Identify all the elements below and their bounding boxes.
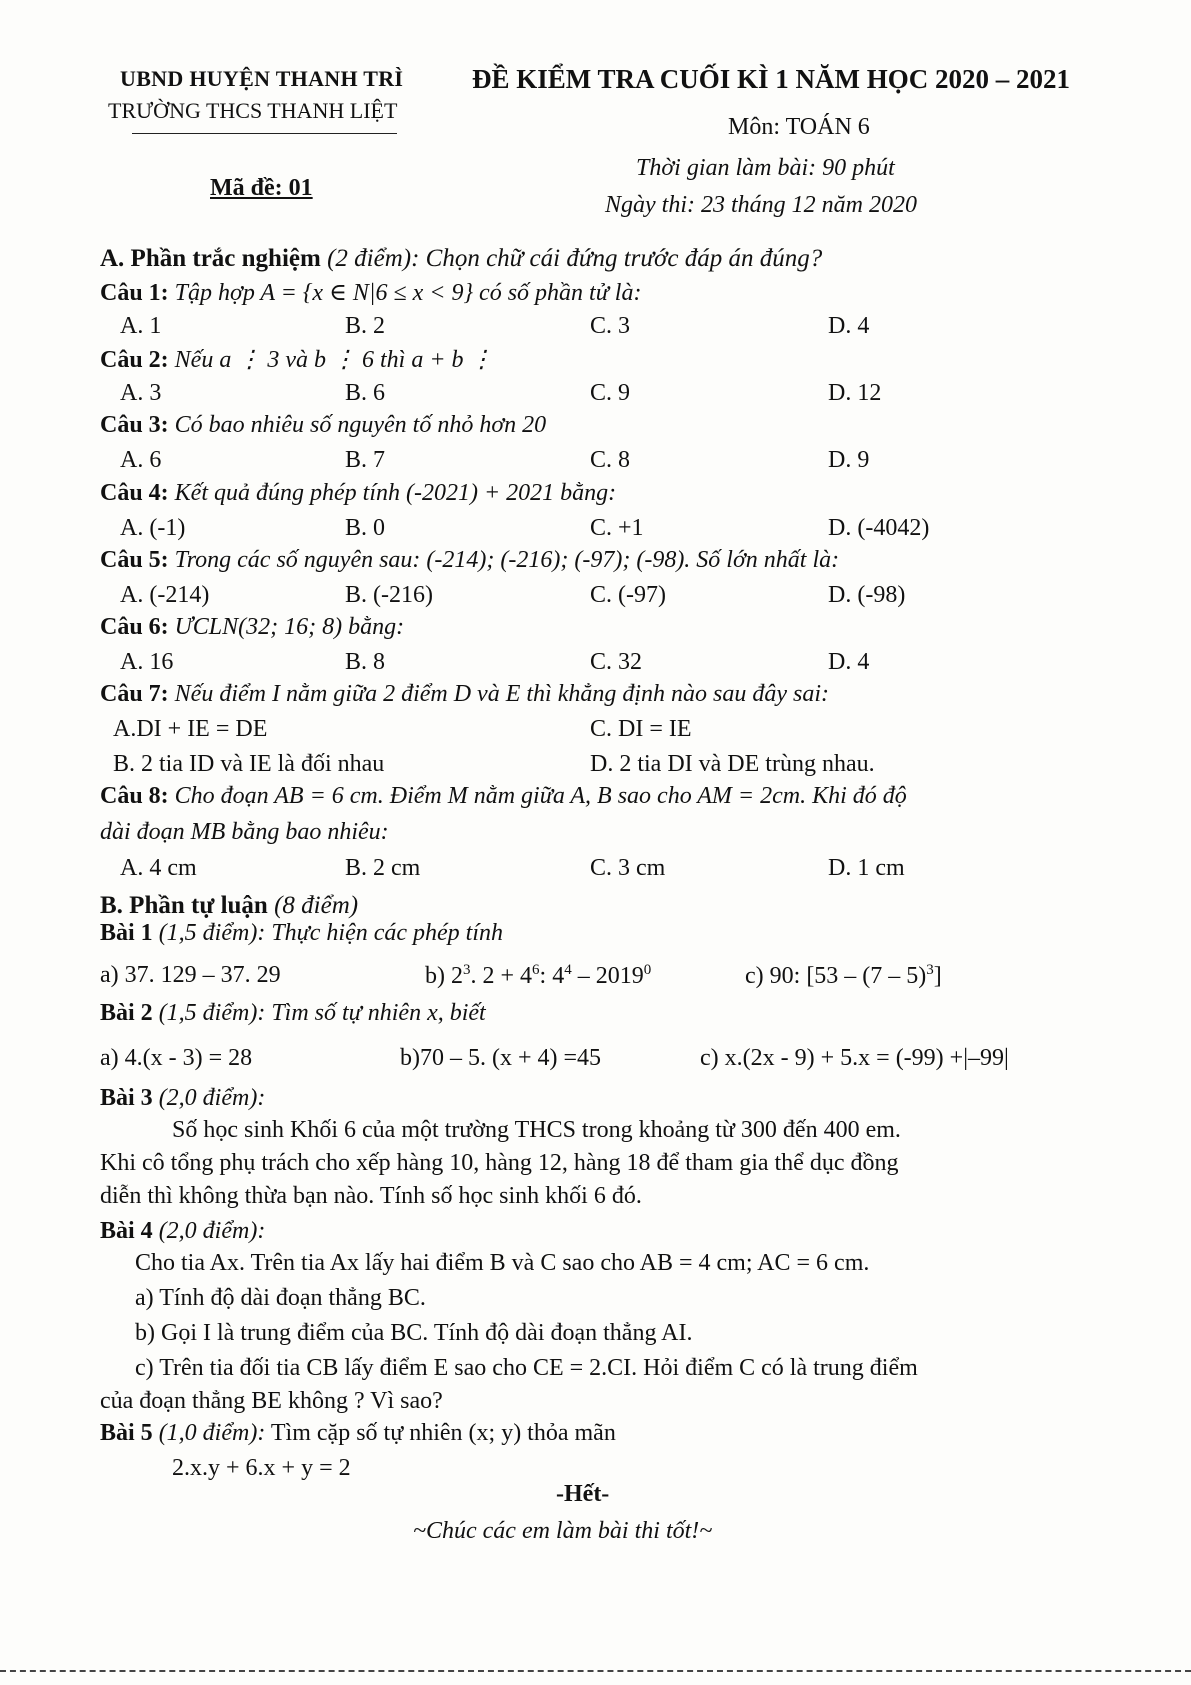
question-1-stem: Câu 1: Tập hợp A = {x ∈ N|6 ≤ x < 9} có số phần tử là: [100,280,642,306]
question-2-option: C. 9 [590,380,631,406]
question-4-stem: Câu 4: Kết quả đúng phép tính (-2021) + 2021 bằng: [100,480,617,506]
bai3-heading: Bài 3 (2,0 điểm): [100,1085,266,1111]
bai3-line2: Khi cô tổng phụ trách cho xếp hàng 10, hàng 12, hàng 18 để tham gia thể dục đồng [100,1150,899,1176]
question-3-option: D. 9 [828,447,870,473]
bai1-heading: Bài 1 (1,5 điểm): Thực hiện các phép tính [100,920,504,946]
end-mark: -Hết- [556,1481,610,1507]
bai3-line3: diễn thì không thừa bạn nào. Tính số học sinh khối 6 đó. [100,1183,642,1209]
question-1-option: C. 3 [590,313,631,339]
question-7-stem: Câu 7: Nếu điểm I nằm giữa 2 điểm D và E thì khẳng định nào sau đây sai: [100,681,830,707]
question-4-option: D. (-4042) [828,515,930,541]
question-2-option: D. 12 [828,380,882,406]
school-name: TRƯỜNG THCS THANH LIỆT [108,98,398,123]
bai4-heading: Bài 4 (2,0 điểm): [100,1218,266,1244]
question-8-option: A. 4 cm [120,855,197,881]
question-7-option: A.DI + IE = DE [113,716,268,742]
question-4-option: A. (-1) [120,515,186,541]
exam-title: ĐỀ KIỂM TRA CUỐI KÌ 1 NĂM HỌC 2020 – 2021 [472,64,1071,94]
bai2-heading: Bài 2 (1,5 điểm): Tìm số tự nhiên x, biết [100,1000,486,1026]
question-6-option: B. 8 [345,649,386,675]
closing-wish: ~Chúc các em làm bài thi tốt!~ [413,1518,713,1544]
exam-subject: Môn: TOÁN 6 [728,114,870,140]
question-7-option: C. DI = IE [590,716,692,742]
question-8-stem: Câu 8: Cho đoạn AB = 6 cm. Điểm M nằm giữa A, B sao cho AM = 2cm. Khi đó độ [100,783,907,809]
exam-duration: Thời gian làm bài: 90 phút [636,155,895,181]
part-b-heading: B. Phần tự luận (8 điểm) [100,892,359,919]
bai4-c2: của đoạn thẳng BE không ? Vì sao? [100,1388,443,1414]
bai5-heading: Bài 5 (1,0 điểm): Tìm cặp số tự nhiên (x; y) thỏa mãn [100,1420,616,1446]
question-3-option: C. 8 [590,447,631,473]
question-8-stem-cont: dài đoạn MB bằng bao nhiêu: [100,819,389,845]
question-2-option: B. 6 [345,380,386,406]
question-8-option: B. 2 cm [345,855,421,881]
question-4-option: C. +1 [590,515,644,541]
question-5-option: D. (-98) [828,582,906,608]
question-5-option: A. (-214) [120,582,210,608]
bai1-c: c) 90: [53 – (7 – 5)$^3$] [745,962,942,989]
question-6-option: C. 32 [590,649,643,675]
question-2-option: A. 3 [120,380,162,406]
bai2-a: a) 4.(x - 3) = 28 [100,1045,253,1071]
district-name: UBND HUYỆN THANH TRÌ [120,66,404,91]
bai4-line1: Cho tia Ax. Trên tia Ax lấy hai điểm B và C sao cho AB = 4 cm; AC = 6 cm. [135,1250,870,1276]
question-6-option: A. 16 [120,649,174,675]
question-8-option: D. 1 cm [828,855,905,881]
bai5-equation: 2.x.y + 6.x + y = 2 [172,1455,351,1481]
question-1-option: B. 2 [345,313,386,339]
question-8-option: C. 3 cm [590,855,666,881]
question-5-option: B. (-216) [345,582,433,608]
bai4-c: c) Trên tia đối tia CB lấy điểm E sao cho CE = 2.CI. Hỏi điểm C có là trung điểm [135,1355,918,1381]
question-7-option: B. 2 tia ID và IE là đối nhau [113,751,385,777]
bai1-b: b) $2^3$. $2 + 4^6$: $4^4 - 2019^0$ [425,962,652,989]
question-1-option: A. 1 [120,313,162,339]
question-6-option: D. 4 [828,649,870,675]
page-bottom-edge [0,1670,1191,1672]
bai2-c: c) x.(2x - 9) + 5.x = (-99) +|–99| [700,1045,1009,1071]
question-5-option: C. (-97) [590,582,666,608]
bai3-line1: Số học sinh Khối 6 của một trường THCS trong khoảng từ 300 đến 400 em. [172,1117,901,1143]
bai4-a: a) Tính độ dài đoạn thẳng BC. [135,1285,426,1311]
question-3-option: B. 7 [345,447,386,473]
question-3-stem: Câu 3: Có bao nhiêu số nguyên tố nhỏ hơn 20 [100,412,547,438]
question-1-option: D. 4 [828,313,870,339]
question-7-option: D. 2 tia DI và DE trùng nhau. [590,751,875,777]
school-underline [132,133,397,134]
exam-date: Ngày thi: 23 tháng 12 năm 2020 [605,192,917,218]
question-5-stem: Câu 5: Trong các số nguyên sau: (-214); (-216); (-97); (-98). Số lớn nhất là: [100,547,840,573]
bai2-b: b)70 – 5. (x + 4) =45 [400,1045,602,1071]
bai4-b: b) Gọi I là trung điểm của BC. Tính độ dài đoạn thẳng AI. [135,1320,693,1346]
question-2-stem: Câu 2: Nếu a ⋮ 3 và b ⋮ 6 thì a + b ⋮ [100,347,494,373]
bai1-a: a) 37. 129 – 37. 29 [100,962,281,988]
question-4-option: B. 0 [345,515,386,541]
part-a-heading: A. Phần trắc nghiệm (2 điểm): Chọn chữ cái đứng trước đáp án đúng? [100,245,823,272]
exam-code: Mã đề: 01 [210,175,313,201]
question-3-option: A. 6 [120,447,162,473]
question-6-stem: Câu 6: ƯCLN(32; 16; 8) bằng: [100,614,405,640]
